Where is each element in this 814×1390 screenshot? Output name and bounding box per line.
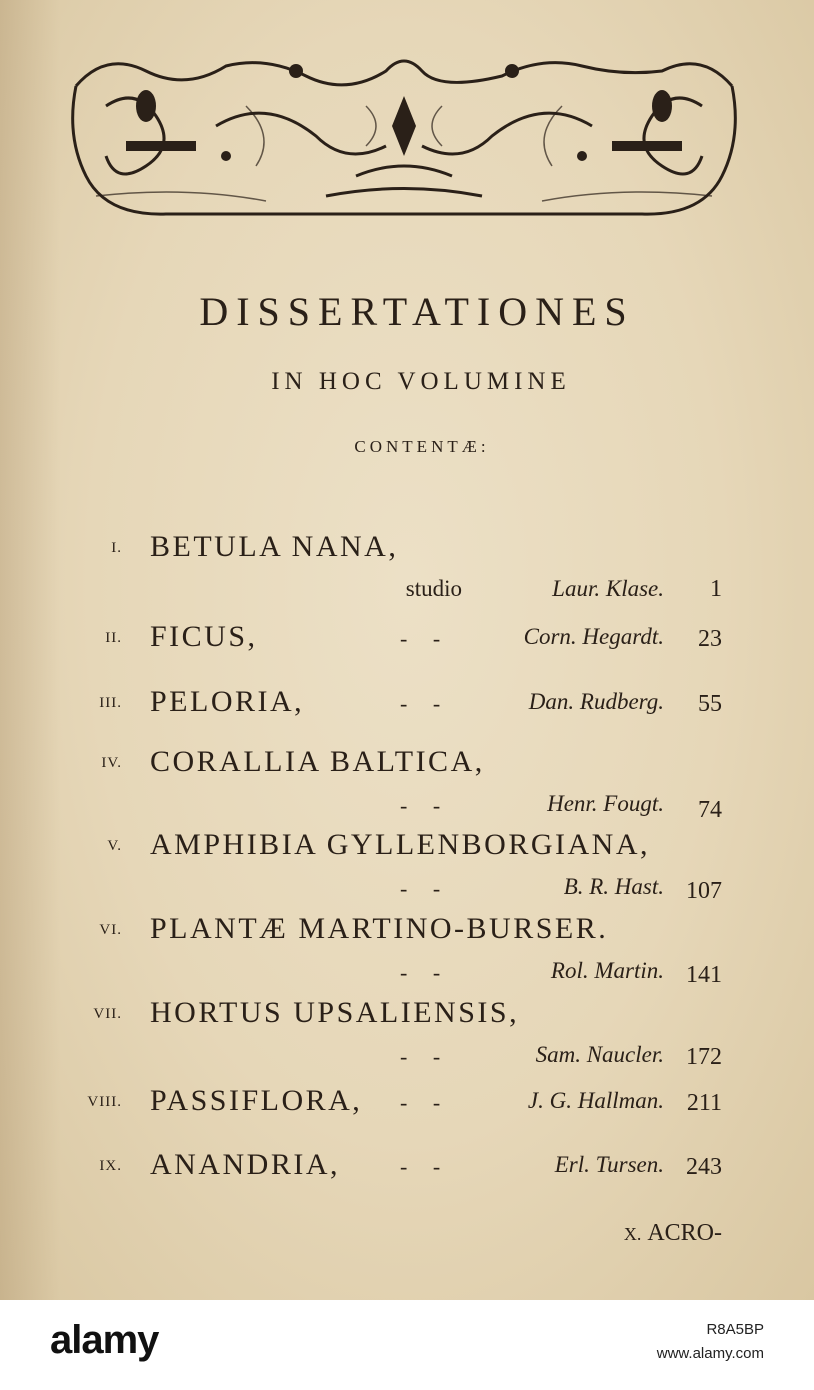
footer-bar xyxy=(0,1300,814,1390)
entry-dashes: - - xyxy=(400,626,451,651)
entry-author: Corn. Hegardt. xyxy=(523,624,664,649)
entry-page: 107 xyxy=(686,878,722,904)
image-id: R8A5BP xyxy=(706,1321,764,1338)
entry-dashes: - - xyxy=(400,793,451,818)
entry-page: 74 xyxy=(698,797,722,823)
entry-author: Rol. Martin. xyxy=(550,958,664,983)
entry-dashes: - - xyxy=(400,1090,451,1115)
entry-dashes: - - xyxy=(400,691,451,716)
entry-author: Laur. Klase. xyxy=(552,576,664,601)
entry-page: 55 xyxy=(698,691,722,717)
footer-url: www.alamy.com xyxy=(656,1345,764,1362)
entry-author: Sam. Naucler. xyxy=(535,1042,664,1067)
entry-number: VII. xyxy=(93,1006,122,1022)
entry-number: III. xyxy=(99,695,122,711)
entry-number: I. xyxy=(111,540,122,556)
entry-author: B. R. Hast. xyxy=(563,874,664,899)
entry-dashes: - - xyxy=(400,1154,451,1179)
entry-number: VI. xyxy=(99,922,122,938)
entry-title: PLANTÆ MARTINO-BURSER. xyxy=(150,912,609,945)
catchword xyxy=(624,1220,722,1247)
entry-title: BETULA NANA, xyxy=(150,530,399,563)
alamy-logo: alamy xyxy=(50,1318,159,1362)
entry-title: AMPHIBIA GYLLENBORGIANA, xyxy=(150,828,650,861)
entry-number: II. xyxy=(105,630,122,646)
entry-prefix: studio xyxy=(405,576,462,601)
page-subtitle: IN HOC VOLUMINE xyxy=(271,368,571,395)
entry-author: Henr. Fougt. xyxy=(547,791,664,816)
entry-number: V. xyxy=(107,838,122,854)
entry-page: 172 xyxy=(686,1044,722,1070)
entry-title: ANANDRIA, xyxy=(150,1148,340,1181)
ornamental-headpiece-icon xyxy=(66,46,742,226)
image-id-block xyxy=(657,1318,764,1366)
entry-page: 1 xyxy=(710,576,722,602)
catchword-number: X. xyxy=(623,1224,642,1244)
catchword-text: ACRO- xyxy=(647,1220,722,1246)
entry-title: PASSIFLORA, xyxy=(150,1084,363,1117)
entry-author: Erl. Tursen. xyxy=(554,1152,664,1177)
entry-number: IV. xyxy=(101,755,122,771)
entry-author: Dan. Rudberg. xyxy=(528,689,664,714)
entry-page: 141 xyxy=(686,962,722,988)
entry-dashes: - - xyxy=(400,876,451,901)
entry-title: FICUS, xyxy=(150,620,258,653)
entry-title: HORTUS UPSALIENSIS, xyxy=(150,996,520,1029)
entry-page: 211 xyxy=(686,1090,722,1116)
entry-dashes: - - xyxy=(400,1044,451,1069)
page-subsubtitle: CONTENTÆ: xyxy=(354,437,490,456)
entry-author: J. G. Hallman. xyxy=(527,1088,664,1113)
entry-title: CORALLIA BALTICA, xyxy=(150,745,485,778)
entry-page: 23 xyxy=(698,626,722,652)
entry-dashes: - - xyxy=(400,960,451,985)
entry-number: IX. xyxy=(99,1158,122,1174)
entry-number: VIII. xyxy=(87,1094,122,1110)
page-title: DISSERTATIONES xyxy=(199,289,635,334)
entry-page: 243 xyxy=(686,1154,722,1180)
entry-title: PELORIA, xyxy=(150,685,305,718)
